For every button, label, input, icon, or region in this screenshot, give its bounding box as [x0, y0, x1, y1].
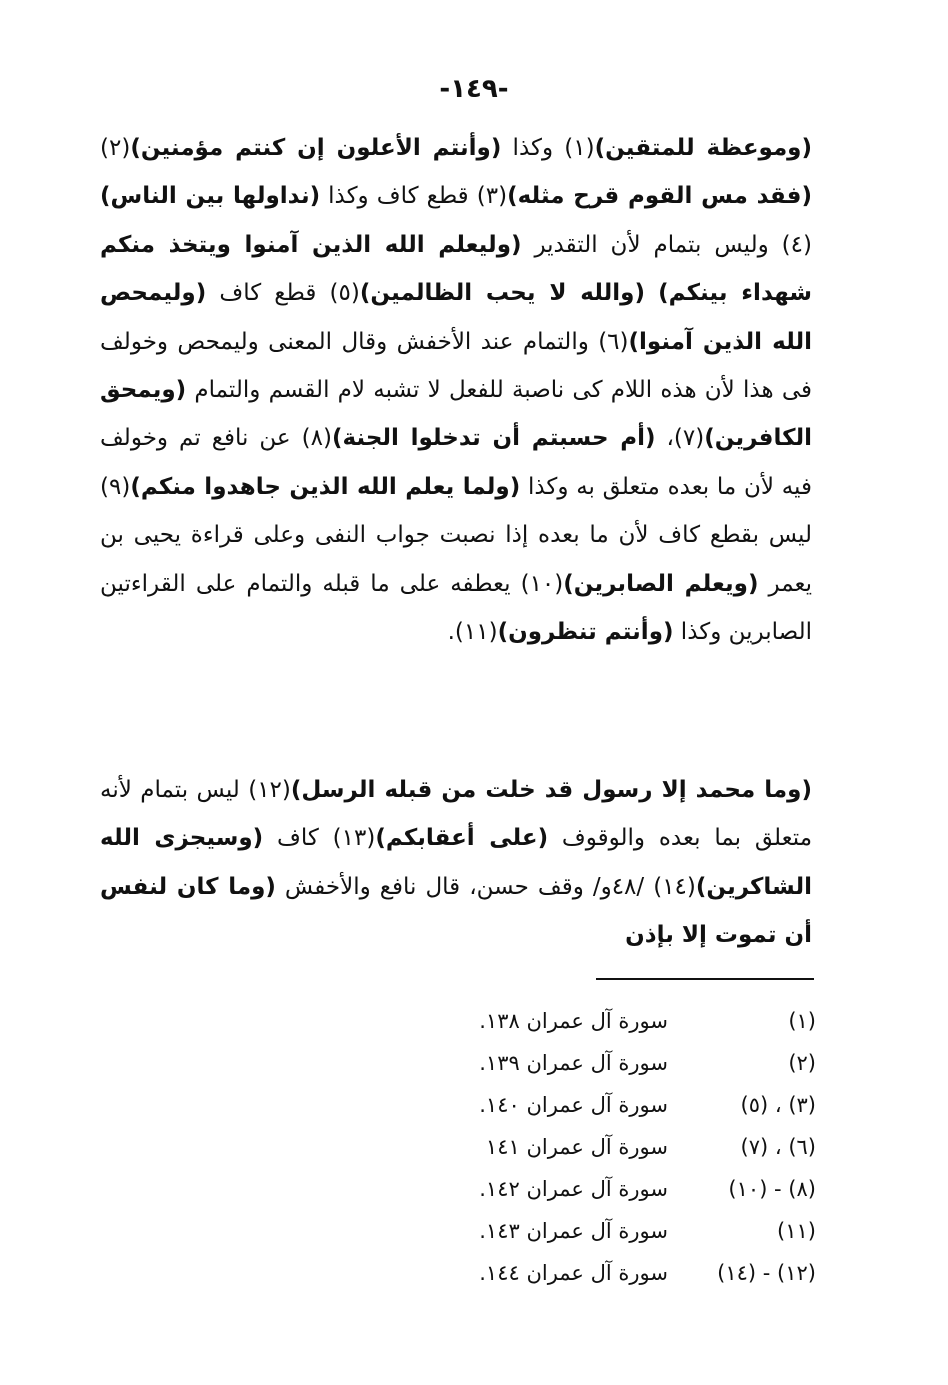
footnote-row	[440, 1084, 816, 1126]
footnote-text: سورة آل عمران ١٣٨.	[479, 1009, 668, 1033]
commentary-text: (٥) قطع كاف	[206, 280, 360, 307]
footnote-text: سورة آل عمران ١٤٠.	[479, 1093, 668, 1117]
commentary-text: (١) وكذا	[501, 135, 595, 161]
footnote-text: سورة آل عمران ١٤٣.	[479, 1219, 668, 1243]
commentary-text: (١٢) ليس بتمام لأنه متعلق بما بعده والوقوف	[100, 777, 813, 852]
footnote-row	[440, 1168, 816, 1210]
quranic-quote: (وأنتم تنظرون)	[497, 619, 674, 646]
footnote-ref: (٦) ، (٧)	[740, 1135, 816, 1159]
quranic-quote: (وليعلم الله الذين آمنوا ويتخذ منكم شهداء بينكم)	[100, 231, 813, 307]
quranic-quote: (فقد مس القوم قرح مثله)	[507, 183, 813, 210]
page-number: -١٤٩-	[439, 74, 509, 104]
quranic-quote: (نداولها بين الناس)	[100, 183, 321, 210]
commentary-text: (٦) والتمام عند الأخفش وقال المعنى وليمحص وخولف فى هذا لأن هذه اللام كى ناصبة للفعل لا تشبه لام القسم والتمام	[100, 328, 812, 404]
quranic-quote: (وموعظة للمتقين)	[594, 135, 812, 161]
footnote-ref: (١)	[788, 1009, 816, 1033]
quranic-quote: (ولما يعلم الله الذين جاهدوا منكم)	[130, 473, 521, 500]
footnote-text: سورة آل عمران ١٣٩.	[479, 1051, 668, 1075]
footnote-row	[440, 1000, 816, 1042]
main-paragraph-2	[100, 766, 812, 960]
footnote-text: سورة آل عمران ١٤٤.	[479, 1261, 668, 1285]
quranic-quote: (على أعقابكم)	[375, 825, 549, 852]
footnote-ref: (١١)	[777, 1219, 816, 1243]
commentary-text	[645, 280, 658, 306]
commentary-text: (١٣) كاف	[263, 825, 376, 852]
quranic-quote: (ويمحق الكافرين)	[100, 377, 812, 452]
main-paragraph-1	[100, 124, 812, 656]
quranic-quote: (وما محمد إلا رسول قد خلت من قبله الرسل)	[290, 777, 812, 803]
footnote-separator	[596, 978, 814, 980]
quranic-quote: (وأنتم الأعلون إن كنتم مؤمنين)	[130, 135, 502, 161]
quranic-quote: (وسيجزى الله الشاكرين)	[100, 825, 812, 900]
quranic-quote: (أم حسبتم أن تدخلوا الجنة)	[331, 425, 656, 452]
quranic-quote: (وما كان لنفس أن تموت إلا بإذن	[100, 873, 812, 949]
footnote-ref: (٢)	[788, 1051, 816, 1075]
footnote-ref: (١٢) - (١٤)	[717, 1261, 816, 1285]
commentary-text: (٣) قطع كاف وكذا	[320, 183, 508, 210]
commentary-text: (٨) عن نافع تم وخولف فيه لأن ما بعده متعلق به وكذا	[100, 425, 812, 500]
footnote-row	[440, 1210, 816, 1252]
footnote-row	[440, 1042, 816, 1084]
commentary-text: (١١).	[447, 619, 498, 646]
footnote-text: سورة آل عمران ١٤٢.	[479, 1177, 668, 1201]
commentary-text: (٢)	[100, 135, 131, 161]
quranic-quote: (والله لا يحب الظالمين)	[359, 280, 645, 307]
quranic-quote: (ويعلم الصابرين)	[563, 570, 759, 597]
footnote-row	[440, 1126, 816, 1168]
footnote-ref: (٨) - (١٠)	[728, 1177, 816, 1201]
footnote-text: سورة آل عمران ١٤١	[485, 1135, 668, 1159]
footnote-ref: (٣) ، (٥)	[740, 1093, 816, 1117]
footnote-row	[440, 1252, 816, 1294]
commentary-text: (٤) وليس بتمام لأن التقدير	[521, 231, 812, 258]
commentary-text: (٧)،	[655, 425, 705, 452]
commentary-text: (١٤) /٤٨و/ وقف حسن، قال نافع والأخفش	[275, 873, 696, 900]
quranic-quote: (وليمحص الله الذين آمنوا)	[100, 280, 812, 355]
commentary-text: (٩) ليس بقطع كاف لأن ما بعده إذا نصبت جواب النفى وعلى قراءة يحيى بن يعمر	[100, 473, 813, 597]
commentary-text: (١٠) يعطفه على ما قبله والتمام على القراءتين الصابرين وكذا	[100, 570, 812, 646]
footnotes-list	[440, 1000, 816, 1294]
